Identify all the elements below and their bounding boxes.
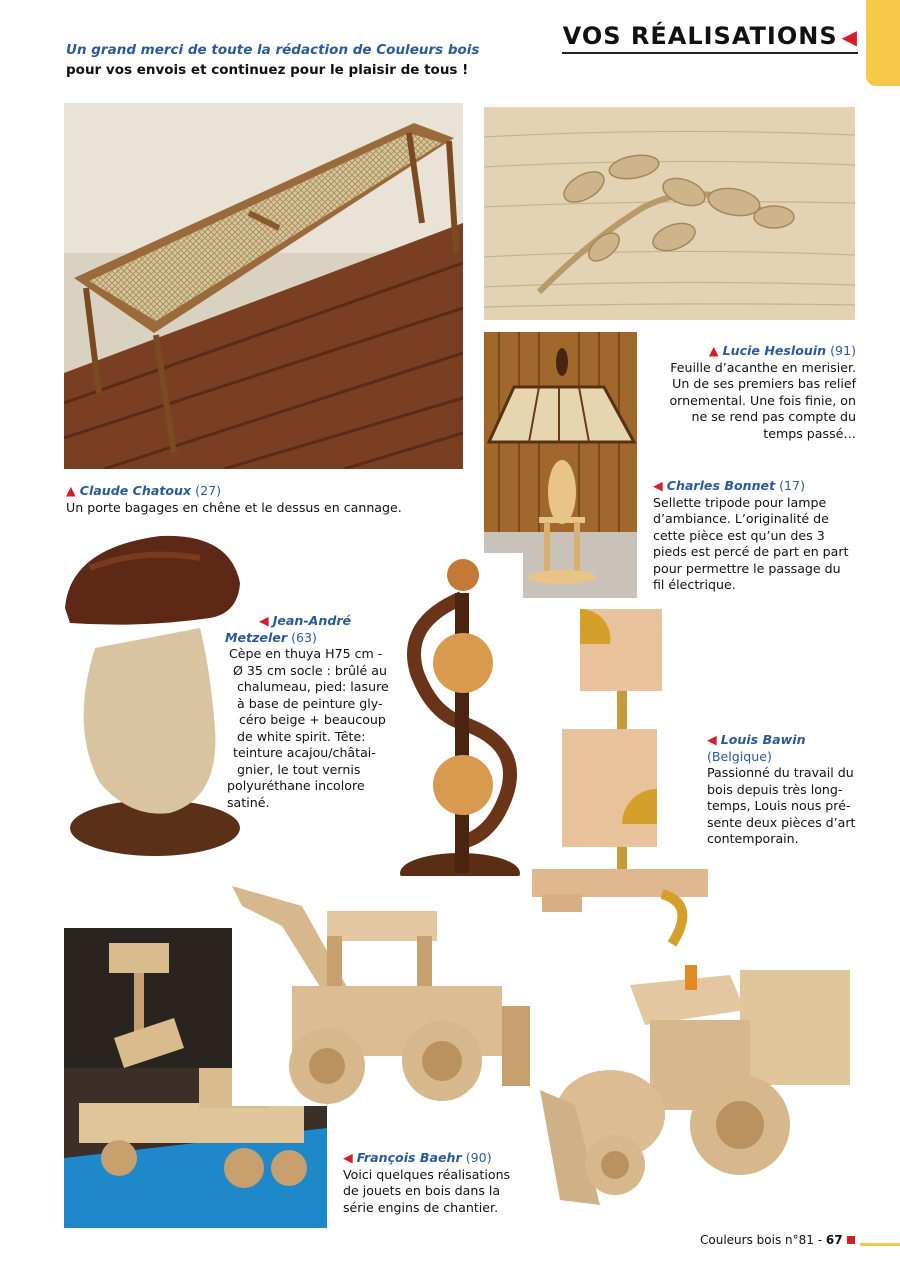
author-name: Claude Chatoux: [79, 483, 192, 498]
page-number: 67: [825, 1233, 843, 1247]
caption-bawin: [707, 732, 867, 848]
caption-bonnet: [653, 478, 858, 594]
caption-line: à base de peinture gly-: [237, 695, 383, 711]
author-name: François Baehr: [356, 1150, 462, 1165]
caption-line: d’ambiance. L’originalité de: [653, 511, 829, 526]
footer-accent-line: [860, 1243, 900, 1246]
caption-line: satiné.: [227, 794, 270, 810]
caption-chatoux: [66, 483, 456, 516]
photo-spiral-sculpture: [397, 553, 523, 896]
caption-line: de jouets en bois dans la: [343, 1183, 501, 1198]
caption-line: contemporain.: [707, 831, 799, 846]
caption-line: Cèpe en thuya H75 cm -: [229, 646, 383, 661]
caption-line: série engins de chantier.: [343, 1199, 499, 1215]
caption-line: fil électrique.: [653, 577, 736, 592]
section-title: VOS RÉALISATIONS ◀: [562, 22, 858, 50]
caption-line: ornemental. Une fois finie, on: [669, 392, 856, 408]
caption-line: Voici quelques réalisations: [343, 1166, 511, 1182]
red-triangle-icon: ▲: [708, 343, 719, 358]
photo-toy-tractor: [530, 965, 855, 1213]
corner-tab: [866, 0, 900, 86]
caption-heslouin: [640, 343, 856, 442]
caption-line: céro beige + beaucoup: [239, 712, 386, 727]
caption-line: pour permettre le passage du: [653, 560, 841, 576]
red-square-icon: [847, 1236, 855, 1244]
author-name: Charles Bonnet: [666, 478, 776, 493]
caption-line: chalumeau, pied: lasure: [237, 679, 389, 694]
photo-bench: [64, 103, 463, 469]
author-region: (91): [830, 343, 856, 358]
intro-line-1: Un grand merci de toute la rédaction de Couleurs bois: [66, 42, 480, 58]
photo-acanthus-relief: [484, 107, 855, 320]
caption-line: ne se rend pas compte du: [691, 409, 856, 424]
caption-metzeler: [225, 613, 395, 811]
author-name: Louis Bawin: [720, 732, 806, 747]
author-region: (Belgique): [707, 748, 772, 764]
footer-separator: -: [817, 1233, 823, 1247]
title-rule: [562, 52, 858, 54]
caption-line: temps passé…: [763, 425, 856, 441]
caption-line: pieds est percé de part en part: [653, 544, 849, 559]
caption-line: bois depuis très long-: [707, 781, 843, 797]
author-name-2: Metzeler: [225, 629, 288, 645]
red-triangle-icon: ◀: [343, 1150, 353, 1165]
red-triangle-icon: ◀: [653, 478, 663, 493]
caption-line: Un de ses premiers bas relief: [672, 376, 856, 391]
caption-text: Un porte bagages en chêne et le dessus en cannage.: [66, 499, 402, 515]
caption-line: Feuille d’acanthe en merisier.: [670, 359, 856, 375]
author-name-1: Jean-André: [272, 613, 352, 628]
photo-toy-loader: [232, 876, 532, 1106]
author-region: (17): [779, 478, 805, 493]
intro-line-2: pour vos envois et continuez pour le plaisir de tous !: [66, 62, 469, 78]
caption-line: de white spirit. Tête:: [237, 728, 366, 744]
author-region: (27): [195, 483, 222, 498]
caption-line: polyuréthane incolore: [227, 778, 365, 793]
caption-line: teinture acajou/châtai-: [233, 745, 376, 760]
red-triangle-icon: ▲: [66, 483, 76, 498]
red-triangle-icon: ◀: [707, 732, 717, 747]
caption-line: Passionné du travail du: [707, 765, 854, 780]
caption-line: gnier, le tout vernis: [237, 761, 361, 777]
red-triangle-icon: ◀: [841, 25, 858, 49]
author-name: Lucie Heslouin: [722, 343, 827, 358]
caption-line: sente deux pièces d’art: [707, 814, 856, 830]
caption-baehr: [343, 1150, 533, 1216]
photo-mushroom: [60, 528, 242, 862]
author-region: (63): [291, 629, 317, 645]
caption-line: cette pièce est qu’un des 3: [653, 527, 825, 543]
author-region: (90): [465, 1150, 492, 1165]
page-footer: [700, 1233, 855, 1247]
caption-line: Sellette tripode pour lampe: [653, 494, 827, 510]
magazine-issue: Couleurs bois n°81: [700, 1233, 814, 1247]
photo-cube-art: [532, 604, 708, 947]
red-triangle-icon: ◀: [259, 613, 269, 628]
caption-line: Ø 35 cm socle : brûlé au: [233, 662, 387, 678]
caption-line: temps, Louis nous pré-: [707, 798, 851, 813]
